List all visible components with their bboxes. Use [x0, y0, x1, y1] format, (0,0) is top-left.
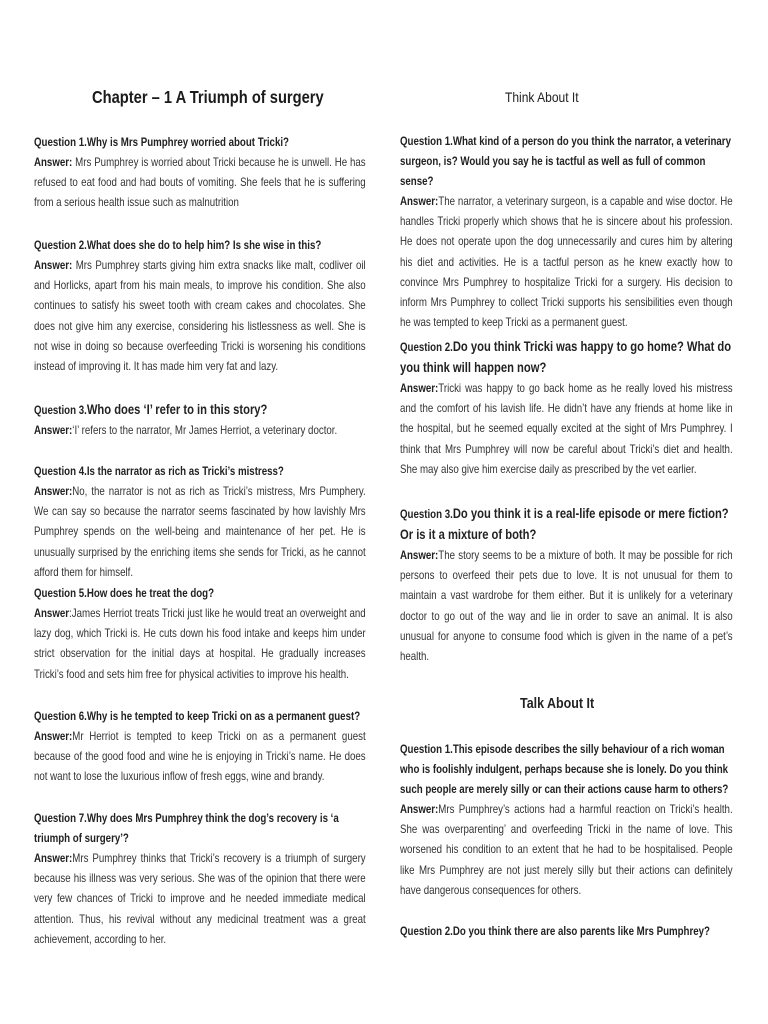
answer: Answer:The narrator, a veterinary surgeon, is a capable and wise doctor. He handles Tricki properly which shows that he is sincere about his profession. He does not operate upon the dog unnecessarily and cures him by altering his diet and activities. He is a tactful person as he knew exactly how to convince Mrs Pumphrey to hospitalize Tricki for a surgery. His decision to inform Mrs Pumphrey to collect Tricki supports his sensibilities even though he was tempted to keep Tricki as a permanent guest.: [400, 195, 733, 330]
question: Question 6.Why is he tempted to keep Tricki on as a permanent guest?: [34, 710, 361, 723]
qa-block: [400, 740, 734, 901]
qa-block: [400, 337, 734, 480]
answer: Answer:‘I’ refers to the narrator, Mr James Herriot, a veterinary doctor.: [34, 424, 338, 437]
answer: Answer:The story seems to be a mixture of both. It may be possible for rich persons to overfeed their pets due to love. It is not unusual for them to maintain a vast wardrobe for them either. But it is unlikely for a veterinary doctor to go out of the way and lie in order to save an animal. It is also unusual for anyone to consume food which is given in the name of a pet’s health.: [400, 549, 733, 664]
question: Question 3.Who does ‘I’ refer to in this story?: [34, 402, 268, 417]
qa-block: [400, 132, 734, 333]
question: Question 1.What kind of a person do you think the narrator, a veterinary surgeon, is? Would you say he is tactful as well as full of common sense?: [400, 135, 731, 188]
qa-block: [34, 400, 367, 441]
question: Question 2.What does she do to help him? Is she wise in this?: [34, 239, 322, 252]
answer: Answer:Mrs Pumphrey thinks that Tricki’s recovery is a triumph of surgery because his illness was very serious. She was of the opinion that there were very few chances of Tricki to improve and he needed immediate medical attention. Thus, his revival without any medicinal treatment was a great achievement, according to her.: [34, 852, 366, 946]
qa-block: [34, 236, 367, 377]
qa-block: [400, 504, 734, 667]
question: Question 4.Is the narrator as rich as Tricki’s mistress?: [34, 465, 284, 478]
answer: Answer:Mr Herriot is tempted to keep Tricki on as a permanent guest because of the good food and wine he is enjoying in Tricki’s name. He does not want to lose the luxurious inflow of fresh eggs, wine and brandy.: [34, 730, 366, 784]
qa-block: [34, 133, 367, 214]
question: Question 2.Do you think there are also parents like Mrs Pumphrey?: [400, 925, 710, 938]
question: Question 2.Do you think Tricki was happy to go home? What do you think will happen now?: [400, 339, 732, 375]
answer: Answer:No, the narrator is not as rich as Tricki’s mistress, Mrs Pumphery. We can say so because the narrator seems fascinated by how lavishly Mrs Pumphrey spends on the well-being and maintenance of her pet. He is unusually surprised by the enriching items she sends for Tricki, as he cannot afford them for himself.: [34, 485, 366, 579]
qa-block: [400, 922, 734, 942]
question: Question 3.Do you think it is a real-life episode or mere fiction? Or is it a mixture of both?: [400, 506, 729, 542]
question: Question 7.Why does Mrs Pumphrey think the dog’s recovery is ‘a triumph of surgery’?: [34, 812, 339, 845]
question: Question 1.This episode describes the silly behaviour of a rich woman who is foolishly indulgent, perhaps because she is lonely. Do you think such people are merely silly or can their actions cause harm to others?: [400, 743, 729, 796]
question: Question 5.How does he treat the dog?: [34, 587, 215, 600]
answer: Answer: Mrs Pumphrey is worried about Tricki because he is unwell. He has refused to eat food and had bouts of vomiting. She feels that he is suffering from a serious health issue such as malnutrition: [34, 156, 366, 210]
qa-block: [34, 707, 367, 788]
qa-block: [34, 584, 367, 685]
question: Question 1.Why is Mrs Pumphrey worried about Tricki?: [34, 136, 289, 149]
think-about-it-heading: Think About It: [505, 89, 579, 105]
qa-block: [34, 462, 367, 583]
answer: Answer:Tricki was happy to go back home as he really loved his mistress and the comfort of his lavish life. He didn’t have any friends at home like in the hospital, but he seemed equally excited at the sight of Mrs Pumphrey. I think that Mrs Pumphrey will now be careful about Tricki’s diet and health. She may also give him exercise daily as prescribed by the vet earlier.: [400, 382, 733, 476]
chapter-title: Chapter – 1 A Triumph of surgery: [92, 87, 324, 107]
answer: Answer:James Herriot treats Tricki just like he would treat an overweight and lazy dog, which Tricki is. He cuts down his food intake and keeps him under strict observation for the initial days at hospital. He gradually increases Tricki’s food and sets him free for physical activities to improve his health.: [34, 607, 366, 681]
qa-block: [34, 809, 367, 950]
answer: Answer:Mrs Pumphrey’s actions had a harmful reaction on Tricki’s health. She was overparenting’ and overfeeding Tricki in the name of love. This worsened his condition to an extent that he had to be hospitalised. People like Mrs Pumphrey are not just merely silly but their actions can definitely have dangerous consequences for others.: [400, 803, 733, 897]
talk-about-it-heading: Talk About It: [520, 696, 595, 712]
answer: Answer: Mrs Pumphrey starts giving him extra snacks like malt, codliver oil and Horlicks, apart from his main meals, to improve his condition. She also continues to satisfy his sweet tooth with cream cakes and chocolates. She does not give him any exercise, considering his listlessness as well. She is not wise in doing so because overfeeding Tricki is worsening his conditions instead of improving it. It has made him very fat and lazy.: [34, 259, 366, 374]
